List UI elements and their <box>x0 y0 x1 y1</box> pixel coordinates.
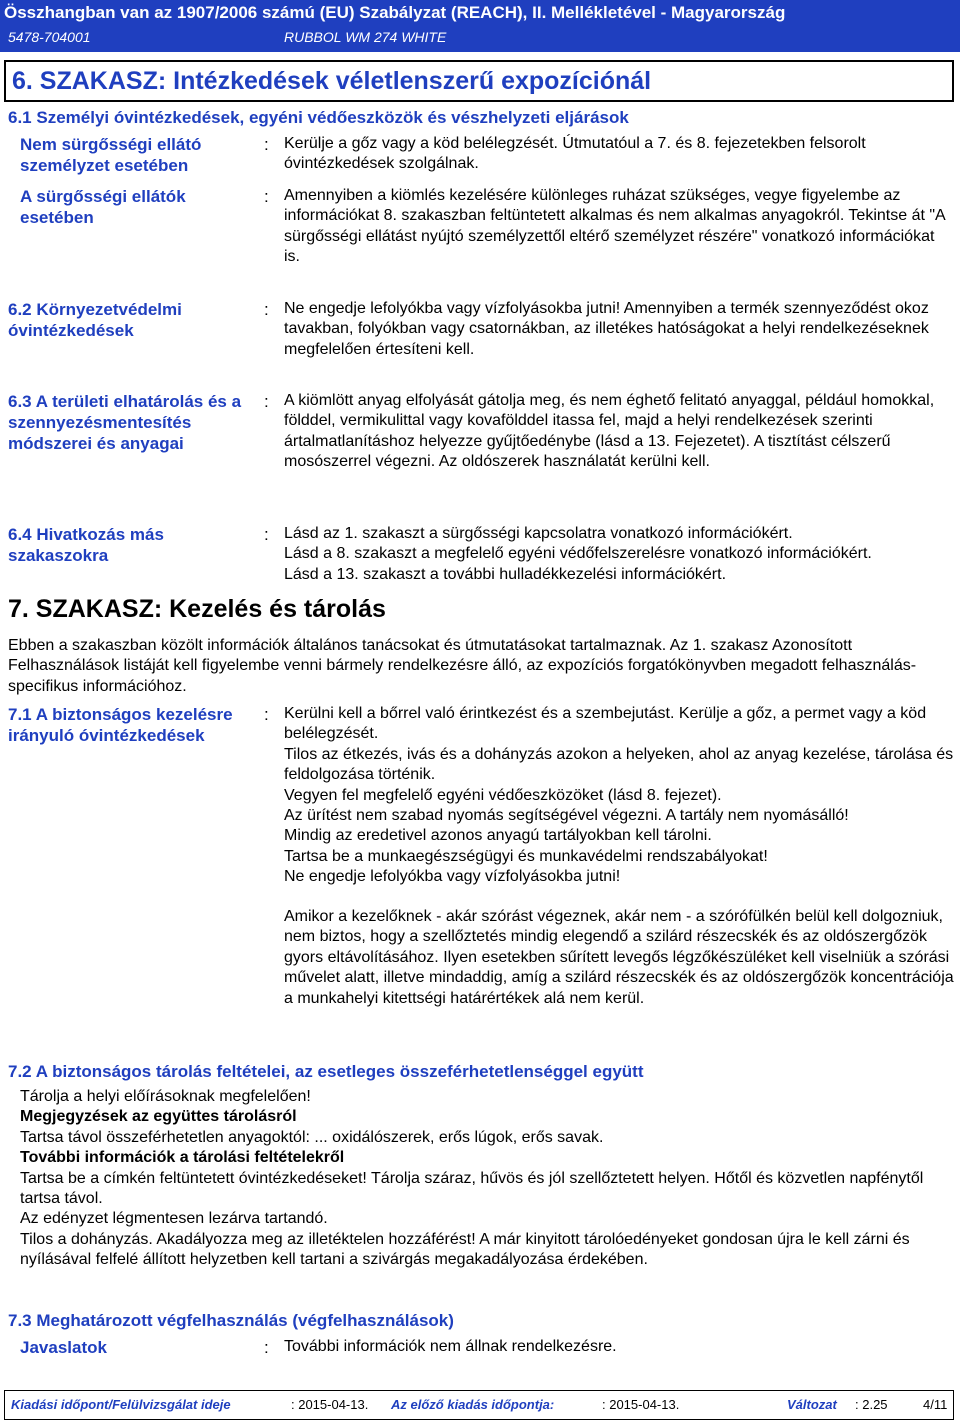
handling-line: Kerülni kell a bőrrel való érintkezést és a szembejutást. Kerülje a gőz, a permet vagy a köd belélegzését. <box>284 705 927 743</box>
regulation-title: Összhangban van az 1907/2006 számú (EU) Szabályzat (REACH), II. Mellékletével - Magyarország <box>4 3 786 22</box>
storage-paragraph: Tilos a dohányzás. Akadályozza meg az illetéktelen hozzáférést! A már kinyitott tárolóedényeket gondosan újra le kell zárni és nyílásával felfelé állított helyzetben kell tartani a szivárgás megakadályozása érdekében. <box>20 1230 910 1269</box>
document-header <box>0 0 960 52</box>
colon: : <box>264 525 269 544</box>
non-emergency-label: Nem sürgősségi ellátó személyzet esetében <box>20 135 202 175</box>
version-label: Változat <box>787 1397 837 1412</box>
storage-paragraph: Tartsa be a címkén feltüntetett óvintézkedéseket! Tárolja száraz, hűvös és jól szellőztetett helyen. Hőtől és közvetlen napfénytől tartsa távol. <box>20 1169 924 1208</box>
section-7-3-title: 7.3 Meghatározott végfelhasználás (végfelhasználások) <box>8 1311 454 1330</box>
non-emergency-text: Kerülje a gőz vagy a köd belélegzését. Útmutatóul a 7. és 8. fejezetekben felsorolt óvintézkedések szolgálnak. <box>284 135 866 173</box>
previous-issue-value: : 2015-04-13. <box>602 1397 680 1412</box>
previous-issue-label: Az előző kiadás időpontja: <box>391 1397 555 1412</box>
storage-line: Tárolja a helyi előírásoknak megfelelően! <box>20 1088 311 1105</box>
section-6-4-label: 6.4 Hivatkozás más szakaszokra <box>8 525 164 565</box>
colon: : <box>264 135 269 154</box>
section-7-1-label: 7.1 A biztonságos kezelésre irányuló óvintézkedések <box>8 705 233 745</box>
section-6-4-text <box>284 524 954 585</box>
handling-line: Vegyen fel megfelelő egyéni védőeszközöket (lásd 8. fejezet). <box>284 786 722 804</box>
colon: : <box>264 300 269 319</box>
section-6-2-label: 6.2 Környezetvédelmi óvintézkedések <box>8 300 182 340</box>
product-name: RUBBOL WM 274 WHITE <box>284 29 447 45</box>
emergency-label: A sürgősségi ellátók esetében <box>20 187 186 227</box>
handling-line: Mindig az eredetivel azonos anyagú tartályokban kell tárolni. <box>284 827 712 845</box>
reference-line: Lásd a 13. szakaszt a további hulladékkezelési információkért. <box>284 565 727 583</box>
section-7-2-body <box>20 1087 950 1271</box>
co-storage-heading: Megjegyzések az együttes tárolásról <box>20 1108 297 1126</box>
document-footer <box>4 1390 954 1420</box>
reference-line: Lásd az 1. szakaszt a sürgősségi kapcsolatra vonatkozó információkért. <box>284 525 793 542</box>
recommendations-text: További információk nem állnak rendelkezésre. <box>284 1338 617 1355</box>
product-code: 5478-704001 <box>8 29 91 45</box>
issue-date-label: Kiadási időpont/Felülvizsgálat ideje <box>11 1397 231 1412</box>
handling-line: Ne engedje lefolyókba vagy vízfolyásokba jutni! <box>284 868 621 886</box>
page-number: 4/11 <box>923 1397 948 1412</box>
section-7-1-text <box>284 704 954 888</box>
section-6-title: 6. SZAKASZ: Intézkedések véletlenszerű expozíciónál <box>12 67 652 95</box>
section-7-intro: Ebben a szakaszban közölt információk általános tanácsokat és útmutatásokat tartalmaznak. Az 1. szakasz Azonosított Felhasználások listáját kell figyelembe venni bármely rendelkezésre álló, az expozíciós forgatókönyvben megadott felhasználás-specifikus információhoz. <box>8 637 917 695</box>
section-6-2-text: Ne engedje lefolyókba vagy vízfolyásokba jutni! Amennyiben a termék szennyeződést okoz tavakban, folyókban vagy csatornákban, az illetékes hatóságokat a helyi rendelkezéseknek megfelelően értesíteni kell. <box>284 300 929 358</box>
issue-date-value: : 2015-04-13. <box>291 1397 369 1412</box>
colon: : <box>264 187 269 206</box>
recommendations-label: Javaslatok <box>20 1338 107 1357</box>
section-6-1-title: 6.1 Személyi óvintézkedések, egyéni védőeszközök és vészhelyzeti eljárások <box>8 108 629 127</box>
colon: : <box>264 392 269 411</box>
colon: : <box>264 705 269 724</box>
storage-conditions-heading: További információk a tárolási feltételekről <box>20 1149 345 1167</box>
handling-line: Tilos az étkezés, ivás és a dohányzás azokon a helyeken, ahol az anyag kezelése, tárolása és feldolgozása történik. <box>284 745 954 784</box>
section-7-title: 7. SZAKASZ: Kezelés és tárolás <box>8 595 386 623</box>
emergency-text: Amennyiben a kiömlés kezelésére különleges ruházat szükséges, vegye figyelembe az információkat 8. szakaszban feltüntetett alkalmas és nem alkalmas anyagokról. Tekintse át "A sürgősségi ellátást nyújtó személyzettől eltérő személyzet részére" vonatkozó információkat is. <box>284 187 945 266</box>
section-7-2-title: 7.2 A biztonságos tárolás feltételei, az esetleges összeférhetetlenséggel együtt <box>8 1062 644 1081</box>
handling-line: Az ürítést nem szabad nyomás segítségével végezni. A tartály nem nyomásálló! <box>284 807 849 825</box>
storage-line: Az edényzet légmentesen lezárva tartandó. <box>20 1210 328 1228</box>
colon: : <box>264 1338 269 1357</box>
section-7-1-paragraph: Amikor a kezelőknek - akár szórást végeznek, akár nem - a szórófülkén belül kell dolgozniuk, nem biztos, hogy a szellőztetés mindig elegendő a szilárd részecskék és az oldószergőzök gyors eltávolításához. Ilyen esetekben sűrített levegős légzőkészüléket kell viselniük a szórási művelet alatt, illetve mindaddig, amíg a szilárd részecskék és az oldószergőzök koncentrációja a munkahelyi kitettségi határértékek alá nem kerül. <box>284 908 954 1007</box>
handling-line: Tartsa be a munkaegészségügyi és munkavédelmi rendszabályokat! <box>284 847 768 865</box>
reference-line: Lásd a 8. szakaszt a megfelelő egyéni védőfelszerelésre vonatkozó információkért. <box>284 545 872 563</box>
section-6-box <box>4 60 954 102</box>
section-6-3-label: 6.3 A területi elhatárolás és a szennyezésmentesítés módszerei és anyagai <box>8 392 242 453</box>
section-6-3-text: A kiömlött anyag elfolyását gátolja meg, és nem éghető felitató anyaggal, például homokkal, földdel, vermikulittal vagy kovafölddel itassa fel, majd a helyi rendelkezések szerinti ártalmatlanításhoz helyezze gyűjtőedénybe (lásd a 13. Fejezetet). A tisztítást célszerű mosószerrel végezni. Az oldószerek használatát kerülni kell. <box>284 392 935 471</box>
storage-line: Tartsa távol összeférhetetlen anyagoktól: ... oxidálószerek, erős lúgok, erős savak. <box>20 1128 604 1146</box>
version-value: : 2.25 <box>855 1397 888 1412</box>
